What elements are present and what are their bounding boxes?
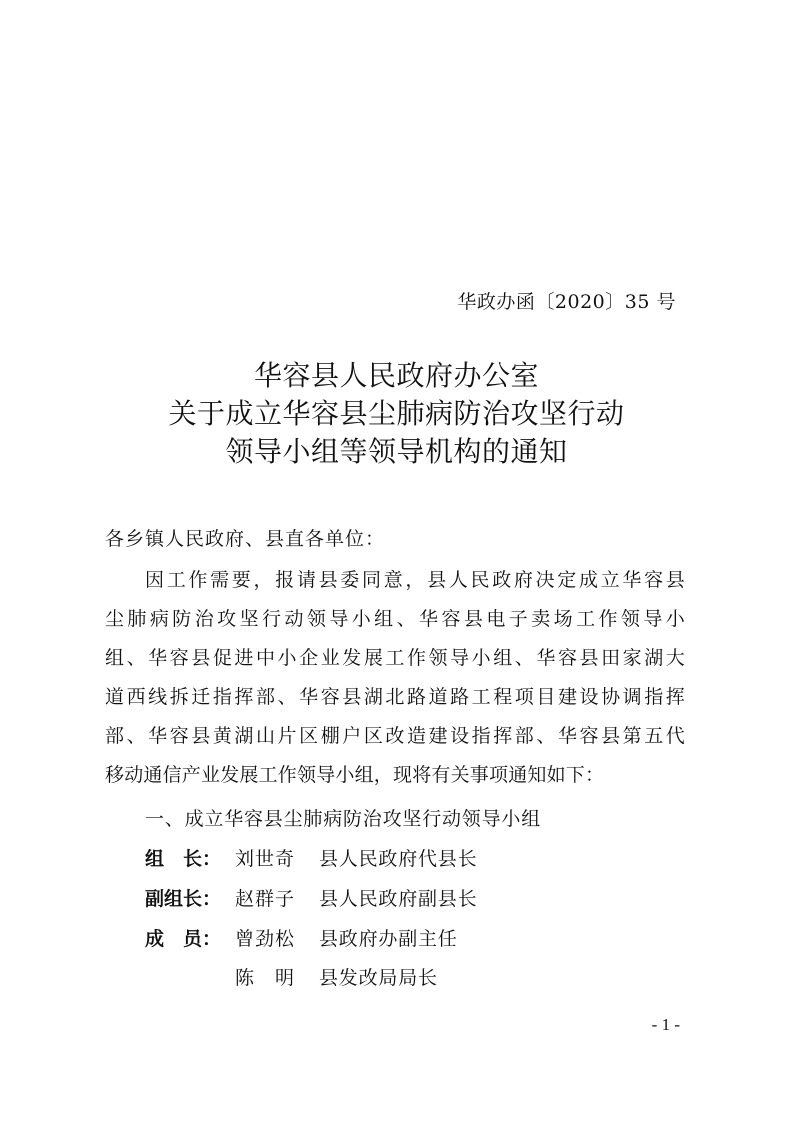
member-row <box>145 844 477 871</box>
member-name: 赵群子 <box>235 888 296 910</box>
member-position: 县人民政府副县长 <box>319 888 478 910</box>
body-text-line: 部、华容县黄湖山片区棚户区改造建设指挥部、华容县第五代 <box>105 725 685 747</box>
member-position: 县人民政府代县长 <box>319 848 478 870</box>
member-role: 组 长： <box>145 848 222 870</box>
member-role: 副组长： <box>145 888 222 910</box>
member-name: 曾劲松 <box>235 928 296 950</box>
body-text-line: 尘肺病防治攻坚行动领导小组、华容县电子卖场工作领导小 <box>105 608 685 630</box>
body-text-line: 组、华容县促进中小企业发展工作领导小组、华容县田家湖大 <box>105 647 685 669</box>
member-row <box>145 963 438 990</box>
member-position: 县政府办副主任 <box>319 928 458 950</box>
member-name: 刘世奇 <box>235 848 296 870</box>
member-position: 县发改局局长 <box>319 967 438 989</box>
body-text-line: 移动通信产业发展工作领导小组，现将有关事项通知如下： <box>105 764 605 786</box>
document-number: 华政办函〔2020〕35 号 <box>457 291 676 313</box>
member-role: 成 员： <box>145 928 222 950</box>
title-line: 领导小组等领导机构的通知 <box>225 435 568 468</box>
member-row <box>145 884 477 911</box>
section-heading: 一、成立华容县尘肺病防治攻坚行动领导小组 <box>145 808 542 830</box>
body-text-line: 因工作需要，报请县委同意，县人民政府决定成立华容县 <box>145 569 685 591</box>
title-line: 关于成立华容县尘肺病防治攻坚行动 <box>168 397 625 430</box>
page-number: - 1 - <box>651 1015 680 1034</box>
body-text-line: 道西线拆迁指挥部、华容县湖北路道路工程项目建设协调指挥 <box>105 686 685 708</box>
document-title <box>0 357 793 471</box>
salutation: 各乡镇人民政府、县直各单位： <box>105 528 386 550</box>
member-row <box>145 924 458 951</box>
member-name: 陈 明 <box>235 967 296 989</box>
title-line: 华容县人民政府办公室 <box>253 359 539 392</box>
